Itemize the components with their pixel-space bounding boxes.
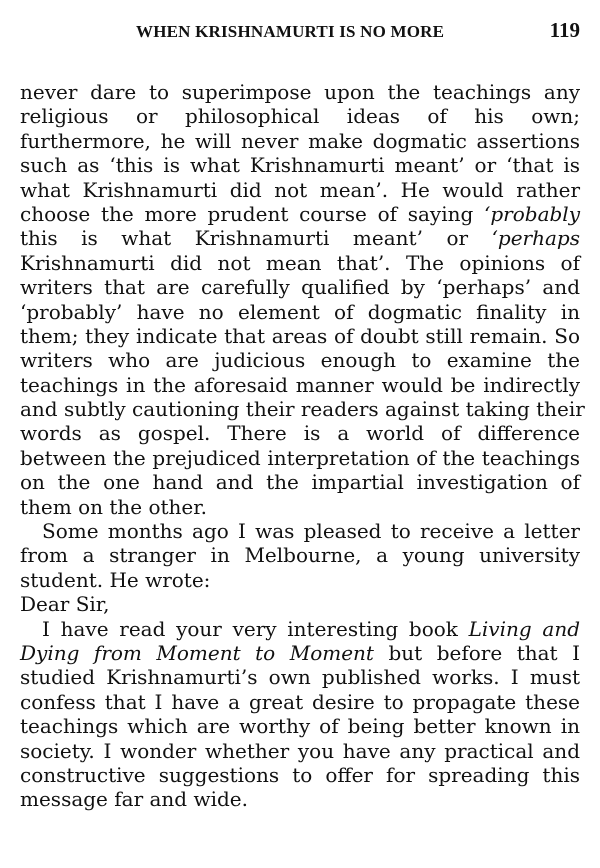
text-span: but before that I [373, 640, 580, 665]
text-line [20, 373, 580, 397]
text-line [20, 714, 580, 738]
text-span: between the prejudiced interpretation of the teachings [20, 445, 580, 470]
italic-text: ‘probably [484, 201, 580, 226]
text-line [20, 129, 580, 153]
text-line [20, 641, 580, 665]
text-line [20, 275, 580, 299]
italic-text: Living and [468, 616, 580, 641]
text-span: words as gospel. There is a world of difference [20, 421, 580, 446]
text-span: religious or philosophical ideas of his own; [20, 104, 580, 129]
text-line [20, 421, 580, 445]
text-span: message far and wide. [20, 787, 248, 812]
italic-text: Dying from Moment to Moment [20, 640, 374, 665]
text-span: Krishnamurti did not mean that’. The opinions of [20, 250, 580, 275]
text-span: such as ‘this is what Krishnamurti meant’ or ‘that is [20, 153, 580, 178]
text-span: constructive suggestions to offer for spreading this [20, 762, 580, 787]
text-line [20, 348, 580, 372]
text-span: teachings which are worthy of being better known in [20, 714, 580, 739]
text-span: what Krishnamurti did not mean’. He would rather [20, 177, 580, 202]
text-span: society. I wonder whether you have any practical and [20, 738, 580, 763]
text-line [20, 202, 580, 226]
text-line [20, 397, 585, 422]
text-line [20, 104, 580, 128]
running-head: WHEN KRISHNAMURTI IS NO MORE [136, 22, 445, 41]
page-number: 119 [549, 18, 580, 42]
text-line [20, 80, 580, 104]
text-line [20, 446, 580, 470]
text-line [20, 665, 580, 689]
text-span: on the one hand and the impartial investigation of [20, 470, 580, 495]
text-span: writers that are carefully qualified by ‘perhaps’ and [20, 275, 580, 300]
text-span: studied Krishnamurti’s own published works. I must [20, 665, 580, 690]
text-line [20, 543, 580, 567]
text-line [20, 787, 580, 811]
text-line [20, 495, 580, 519]
text-line [20, 153, 580, 177]
text-span: from a stranger in Melbourne, a young university [20, 543, 580, 568]
text-span: them; they indicate that areas of doubt still remain. So [20, 323, 580, 348]
text-span: furthermore, he will never make dogmatic assertions [20, 128, 580, 153]
body-text [20, 80, 585, 812]
text-span: and subtly cautioning their readers against taking their [20, 397, 585, 422]
text-span: them on the other. [20, 494, 207, 519]
text-span: teachings in the aforesaid manner would be indirectly [20, 372, 580, 397]
text-span: Some months ago I was pleased to receive a letter [42, 519, 580, 544]
text-line [20, 251, 580, 275]
text-line [20, 226, 580, 250]
text-span: writers who are judicious enough to examine the [20, 348, 580, 373]
page-header [0, 18, 600, 48]
text-span: this is what Krishnamurti meant’ or [20, 226, 492, 251]
text-line [20, 739, 580, 763]
text-span: I have read your very interesting book [42, 616, 469, 641]
text-span: ‘probably’ have no element of dogmatic finality in [20, 299, 580, 324]
text-line [20, 178, 580, 202]
text-span: student. He wrote: [20, 567, 211, 592]
text-line [20, 763, 580, 787]
text-line [20, 324, 580, 348]
text-line [20, 592, 580, 616]
italic-text: ‘perhaps [491, 226, 580, 251]
text-line [20, 690, 580, 714]
text-span: Dear Sir, [20, 592, 110, 617]
text-span: never dare to superimpose upon the teachings any [20, 80, 580, 104]
text-line [20, 617, 580, 641]
text-span: choose the more prudent course of saying [20, 201, 484, 226]
text-line [20, 300, 580, 324]
text-span: confess that I have a great desire to propagate these [20, 689, 580, 714]
text-line [20, 519, 580, 543]
text-line [20, 470, 580, 494]
text-line [20, 568, 580, 592]
